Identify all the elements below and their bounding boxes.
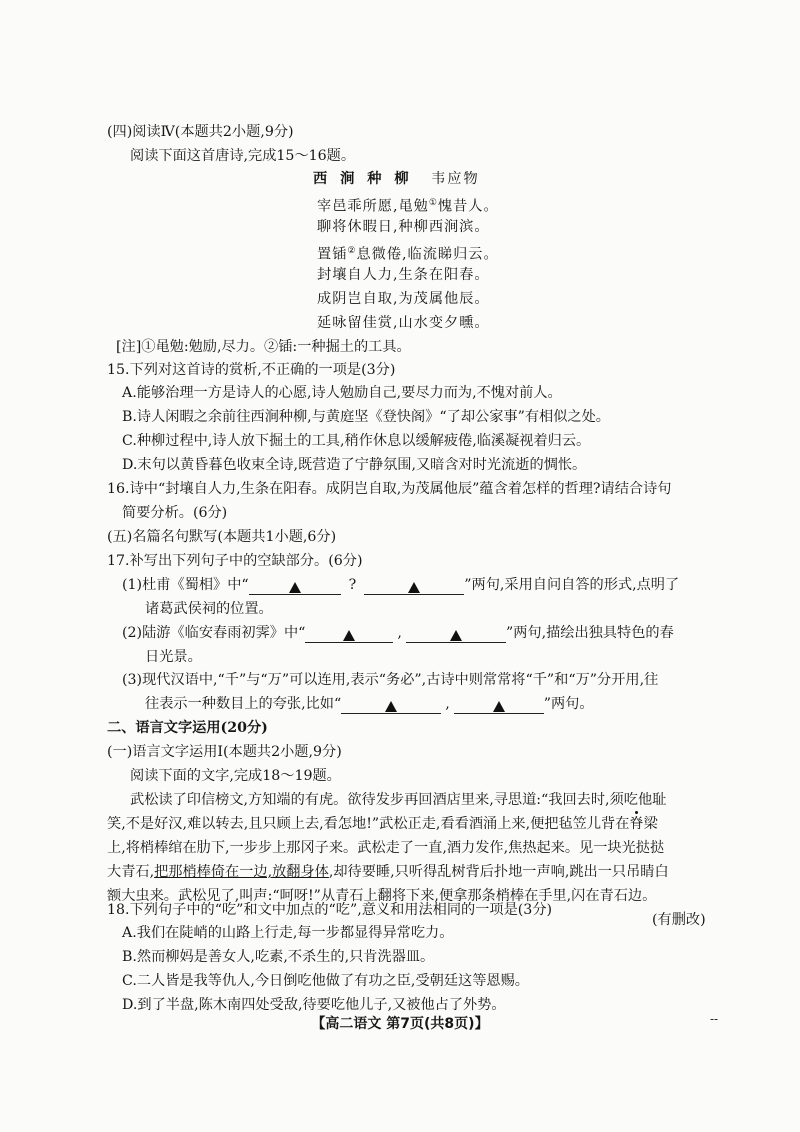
triangle-icon bbox=[493, 701, 505, 712]
question-17-stem: 17.补写出下列句子中的空缺部分。(6分) bbox=[107, 553, 363, 569]
poem-note: [注]①黾勉:勉励,尽力。②锸:一种掘土的工具。 bbox=[116, 339, 411, 355]
answer-blank[interactable] bbox=[341, 697, 441, 714]
poem-line-2: 聊将休暇日,种柳西涧滨。 bbox=[317, 219, 490, 235]
q17-part-1-cont: 诸葛武侯祠的位置。 bbox=[145, 601, 273, 617]
passage-line-1: 武松读了印信榜文,方知端的有虎。欲待发步再回酒店里来,寻思道:“我回去时,须吃他耻 bbox=[130, 792, 667, 808]
triangle-icon bbox=[408, 582, 420, 593]
answer-blank[interactable] bbox=[454, 697, 544, 714]
triangle-icon bbox=[289, 582, 301, 593]
question-16-line-2: 简要分析。(6分) bbox=[122, 505, 228, 521]
q18-option-c: C.二人皆是我等仇人,今日倒吃他做了有功之臣,受朝廷这等恩赐。 bbox=[122, 973, 529, 989]
q15-option-b: B.诗人闲暇之余前往西涧种柳,与黄庭坚《登快阁》“了却公家事”有相似之处。 bbox=[122, 409, 610, 425]
passage-line-4: 大青石,把那梢棒倚在一边,放翻身体,却待要睡,只听得乱树背后扑地一声响,跳出一只吊睛白 bbox=[107, 864, 669, 880]
poem-author: 韦应物 bbox=[431, 171, 480, 187]
passage-source: (有删改) bbox=[652, 912, 706, 928]
poem-line-6: 延咏留佳赏,山水变夕曛。 bbox=[317, 315, 490, 331]
passage-line-2: 笑,不是好汉,难以转去,且只顾上去,看怎地!”武松正走,看看酒涌上来,便把毡笠儿背在脊梁 bbox=[107, 816, 658, 832]
q17-part-3-cont: 往表示一种数目上的夸张,比如“ , ”两句。 bbox=[145, 696, 594, 712]
answer-blank[interactable] bbox=[406, 626, 506, 643]
question-16-line-1: 16.诗中“封壤自人力,生条在阳春。成阴岂自取,为茂属他辰”蕴含着怎样的哲理?请结合诗句 bbox=[107, 481, 672, 497]
poem-line-3: 置锸②息微倦,临流睇归云。 bbox=[317, 246, 499, 263]
poem-header bbox=[313, 169, 480, 189]
question-18-stem: 18.下列句子中的“吃”和文中加点的“吃”,意义和用法相同的一项是(3分) bbox=[107, 902, 553, 918]
q15-option-d: D.末句以黄昏暮色收束全诗,既营造了宁静氛围,又暗含对时光流逝的惆怅。 bbox=[122, 457, 587, 473]
answer-blank[interactable] bbox=[305, 626, 393, 643]
section-1-instruction: 阅读下面的文字,完成18～19题。 bbox=[130, 768, 341, 784]
part-2-heading: 二、语言文字运用(20分) bbox=[107, 720, 268, 736]
section-5-heading: (五)名篇名句默写(本题共1小题,6分) bbox=[107, 529, 337, 545]
section-4-instruction: 阅读下面这首唐诗,完成15～16题。 bbox=[130, 148, 356, 164]
q15-option-a: A.能够治理一方是诗人的心愿,诗人勉励自己,要尽力而为,不愧对前人。 bbox=[122, 385, 562, 401]
answer-blank[interactable] bbox=[364, 578, 464, 595]
q18-option-a: A.我们在陡峭的山路上行走,每一步都显得异常吃力。 bbox=[122, 925, 454, 941]
q18-option-d: D.到了半盘,陈木南四处受敌,待要吃他儿子,又被他占了外势。 bbox=[122, 997, 506, 1013]
section-4-heading: (四)阅读Ⅳ(本题共2小题,9分) bbox=[107, 124, 294, 140]
page-footer: 【高二语文 第7页(共8页)】 bbox=[311, 1016, 489, 1032]
q17-part-3: (3)现代汉语中,“千”与“万”可以连用,表示“务必”,古诗中则常常将“千”和“万”分开用,往 bbox=[122, 672, 659, 688]
passage-line-3: 上,将梢棒绾在肋下,一步步上那冈子来。武松走了一直,酒力发作,焦热起来。见一块光挞挞 bbox=[107, 840, 665, 856]
answer-blank[interactable] bbox=[249, 578, 341, 595]
question-15-stem: 15.下列对这首诗的赏析,不正确的一项是(3分) bbox=[107, 362, 396, 378]
poem-title: 西 涧 种 柳 bbox=[313, 171, 413, 187]
q17-part-2-cont: 日光景。 bbox=[145, 649, 202, 665]
q17-part-1: (1)杜甫《蜀相》中“ ? ”两句,采用自问自答的形式,点明了 bbox=[122, 577, 680, 593]
triangle-icon bbox=[385, 701, 397, 712]
emphasis-dot-char: 脊 bbox=[629, 816, 644, 832]
triangle-icon bbox=[450, 630, 462, 641]
passage-line-5: 额大虫来。武松见了,叫声:“呵呀!”从青石上翻将下来,便拿那条梢棒在手里,闪在青石边。 bbox=[107, 888, 657, 904]
corner-mark: -- bbox=[710, 1012, 719, 1026]
q17-part-2: (2)陆游《临安春雨初霁》中“ , ”两句,描绘出独具特色的春 bbox=[122, 625, 674, 641]
poem-line-4: 封壤自人力,生条在阳春。 bbox=[317, 267, 490, 283]
poem-line-1: 宰邑乖所愿,黾勉①愧昔人。 bbox=[317, 198, 499, 215]
poem-line-5: 成阴岂自取,为茂属他辰。 bbox=[317, 291, 490, 307]
q18-option-b: B.然而柳妈是善女人,吃素,不杀生的,只肯洗器皿。 bbox=[122, 949, 435, 965]
q15-option-c: C.种柳过程中,诗人放下掘土的工具,稍作休息以缓解疲倦,临溪凝视着归云。 bbox=[122, 433, 591, 449]
section-1-heading: (一)语言文字运用Ⅰ(本题共2小题,9分) bbox=[107, 744, 342, 760]
underlined-phrase: 把那梢棒倚在一边,放翻身体 bbox=[154, 864, 329, 880]
triangle-icon bbox=[343, 630, 355, 641]
